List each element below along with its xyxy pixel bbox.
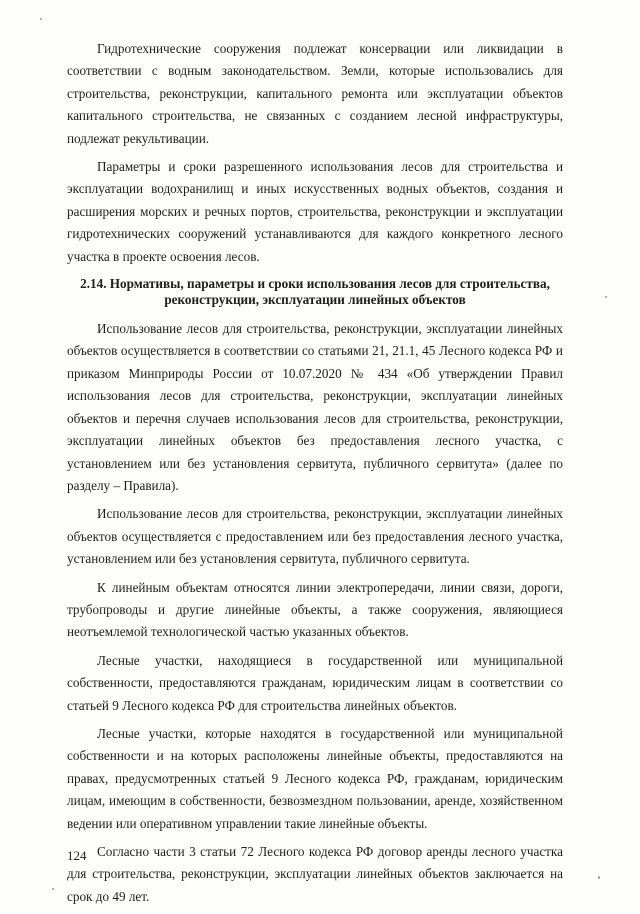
paragraph: Лесные участки, которые находятся в государственной или муниципальной собственности и на которых расположены линейные объекты, предоставляются на правах, предусмотренных статьей 9 Лесного кодекса РФ, гражданам, юридическим лицам, имеющим в собственности, безвозмездном пользовании, аренде, хозяйственном ведении или оперативном управлении такие линейные объекты. bbox=[67, 725, 563, 831]
section-heading: 2.14. Нормативы, параметры и сроки использования лесов для строительства, реконструкции, эксплуатации линейных объектов bbox=[80, 276, 550, 308]
scan-speck bbox=[40, 18, 42, 20]
paragraph: Гидротехнические сооружения подлежат консервации или ликвидации в соответствии с водным законодательством. Земли, которые использовались для строительства, реконструкции, капитального ремонта или эксплуатации объектов капитального строительства, не связанных с созданием лесной инфраструктуры, подлежат рекультивации. bbox=[67, 41, 563, 146]
paragraph: Лесные участки, находящиеся в государственной или муниципальной собственности, предоставляются гражданам, юридическим лицам в соответствии со статьей 9 Лесного кодекса РФ для строительства линейных объектов. bbox=[67, 652, 563, 713]
scan-speck bbox=[52, 888, 54, 890]
document-page bbox=[67, 38, 563, 914]
paragraph: Использование лесов для строительства, реконструкции, эксплуатации линейных объектов осуществляется в соответствии со статьями 21, 21.1, 45 Лесного кодекса РФ и приказом Минприроды России от 10.07.2020 № 434 «Об утверждении Правил использования лесов для строительства, реконструкции, эксплуатации линейных объектов и перечня случаев использования лесов для строительства, реконструкции, эксплуатации линейных объектов без предоставления лесного участка, с установлением или без установления сервитута, публичного сервитута» (далее по разделу – Правила). bbox=[67, 321, 563, 493]
paragraph: К линейным объектам относятся линии электропередачи, линии связи, дороги, трубопроводы и другие линейные объекты, а также сооружения, являющиеся неотъемлемой технологической частью указанных объектов. bbox=[67, 579, 563, 640]
scan-speck bbox=[605, 296, 607, 298]
paragraph: Использование лесов для строительства, реконструкции, эксплуатации линейных объектов осуществляется с предоставлением или без предоставления лесного участка, установлением или без установления сервитута, публичного сервитута. bbox=[67, 506, 563, 567]
scan-speck bbox=[598, 876, 600, 879]
page-number: 124 bbox=[67, 848, 87, 863]
paragraph: Параметры и сроки разрешенного использования лесов для строительства и эксплуатации водохранилищ и иных искусственных водных объектов, создания и расширения морских и речных портов, строительства, реконструкции и эксплуатации гидротехнических сооружений устанавливаются для каждого конкретного лесного участка в проекте освоения лесов. bbox=[67, 159, 563, 264]
paragraph: Согласно части 3 статьи 72 Лесного кодекса РФ договор аренды лесного участка для строительства, реконструкции, эксплуатации линейных объектов заключается на срок до 49 лет. bbox=[67, 844, 563, 904]
